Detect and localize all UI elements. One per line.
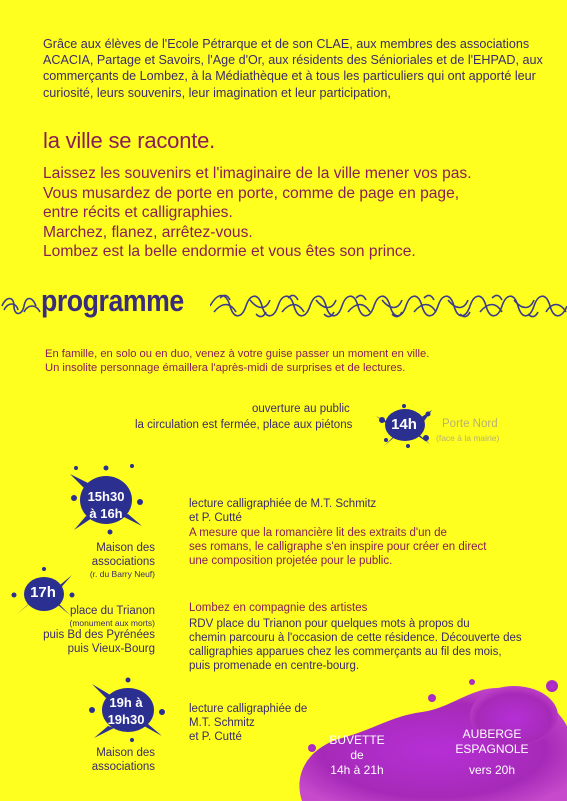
walk-line: entre récits et calligraphies. [43,204,233,222]
place-line: Maison des [96,542,155,554]
desc-line: A mesure que la romancière lit des extraits d'un de [189,527,447,539]
desc-line: puis promenade en centre-bourg. [189,660,360,672]
place-line: associations [91,761,155,773]
headline: la ville se raconte. [43,128,216,153]
opening-place-note: (face à la mairie) [436,433,500,443]
time-15h30 [66,488,146,522]
buvette-line: BUVETTE [329,733,385,747]
e2-title: Lombez en compagnie des artistes [189,602,368,614]
desc-line: ses romans, le calligraphe s'en inspire pour créer en direct [189,541,487,553]
walk-paragraph [43,164,553,262]
time-17h: 17h [30,584,56,601]
time-line: 15h30 [87,489,125,504]
title-line: M.T. Schmitz [189,717,255,729]
intro-paragraph: Grâce aux élèves de l'Ecole Pétrarque et de son CLAE, aux membres des associations ACACIA, Partage et Savoirs, l'Age d'Or, aux résidents des Sénioriales et de l'EHPAD, aux commerçants de Lombez, à la Médiathèque et à tous les particuliers qui ont apporté leur curiosité, leurs souvenirs, leur imagination et leur participation, [43,37,543,100]
time-14h: 14h [391,416,417,433]
auberge-line: AUBERGE [462,727,522,741]
desc-line: une composition projetée pour le public. [189,555,393,567]
walk-line: Lombez est la belle endormie et vous êtes son prince. [43,243,416,261]
e2-place [40,604,155,656]
place-line: associations [91,556,155,568]
place-note: (r. du Barry Neuf) [89,569,155,579]
e3-place [40,746,155,774]
e1-title [189,497,376,525]
programme-title: programme [41,283,184,318]
opening-desc: la circulation est fermée, place aux piétons [135,419,353,431]
calligraphy-swirl-right-icon [210,288,567,322]
buvette-label [312,733,402,778]
time-line: à 16h [89,506,123,521]
auberge-line: ESPAGNOLE [455,742,529,756]
title-line: et P. Cutté [189,512,242,524]
walk-line: Vous musardez de porte en porte, comme de page en page, [43,184,460,202]
title-line: lecture calligraphiée de M.T. Schmitz [189,498,377,510]
time-line: 19h à [109,695,143,710]
e2-desc [189,617,522,673]
programme-intro-line: Un insolite personnage émaillera l'après-midi de surprises et de lectures. [45,362,406,374]
place-note: (monument aux morts) [69,618,155,628]
title-line: et P. Cutté [189,731,242,743]
e1-desc [189,526,487,568]
buvette-line: 14h à 21h [330,763,384,777]
place-line: puis Vieux-Bourg [67,643,155,655]
desc-line: RDV place du Trianon pour quelques mots à propos du [189,618,470,630]
place-line: puis Bd des Pyrénées [43,629,155,641]
place-line: Maison des [96,747,155,759]
opening-title: ouverture au public [252,403,350,415]
time-line: 19h30 [107,712,145,727]
walk-line: Marchez, flanez, arrêtez-vous. [43,223,253,241]
desc-line: chemin parcouru à l'occasion de cette résidence. Découverte des [189,632,522,644]
programme-intro [45,347,525,375]
place-line: place du Trianon [69,605,155,617]
buvette-line: de [350,748,364,762]
auberge-label [432,727,552,778]
calligraphy-swirl-left-icon [0,290,42,322]
time-19h [86,694,166,728]
auberge-time: vers 20h [468,763,516,777]
title-line: lecture calligraphiée de [189,703,308,715]
desc-line: calligraphies apparues chez les commerçants au fil des mois, [189,646,502,658]
programme-intro-line: En famille, en solo ou en duo, venez à votre guise passer un moment en ville. [45,348,430,360]
opening-place: Porte Nord [442,418,498,430]
walk-line: Laissez les souvenirs et l'imaginaire de la ville mener vos pas. [43,165,472,182]
